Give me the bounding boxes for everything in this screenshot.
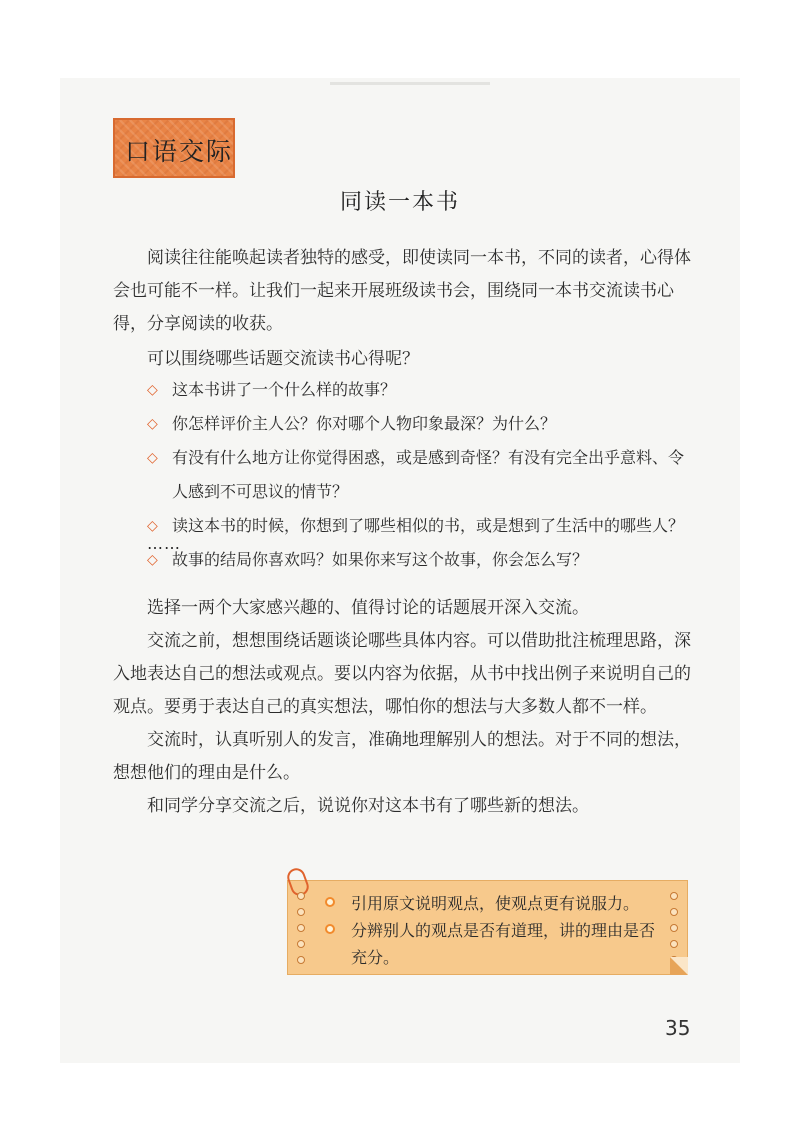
diamond-bullet-icon: ◇ — [147, 518, 158, 534]
card-holes-right — [670, 892, 678, 964]
ellipsis: …… — [147, 534, 181, 553]
tip-item — [325, 890, 665, 917]
card-holes-left — [297, 892, 305, 964]
hole-icon — [670, 940, 678, 948]
guidance-block — [113, 592, 693, 823]
topic-item — [147, 373, 687, 407]
intro-block — [113, 242, 693, 341]
topic-text: 有没有什么地方让你觉得困惑，或是感到奇怪？有没有完全出乎意料、令人感到不可思议的情节？ — [172, 448, 685, 501]
topic-item — [147, 407, 687, 441]
topic-item — [147, 441, 687, 509]
diamond-bullet-icon: ◇ — [147, 416, 158, 432]
topic-text: 你怎样评价主人公？你对哪个人物印象最深？为什么？ — [172, 414, 557, 433]
tip-text: 引用原文说明观点，使观点更有说服力。 — [351, 894, 640, 913]
tip-list — [325, 890, 665, 971]
guidance-paragraph: 交流之前，想想围绕话题谈论哪些具体内容。可以借助批注梳理思路，深入地表达自己的想法或观点。要以内容为依据，从书中找出例子来说明自己的观点。要勇于表达自己的真实想法，哪怕你的想法与大多数人都不一样。 — [113, 631, 691, 717]
hole-icon — [670, 892, 678, 900]
guidance-paragraph: 和同学分享交流之后，说说你对这本书有了哪些新的想法。 — [147, 796, 589, 816]
tip-card — [287, 880, 688, 975]
circle-bullet-icon — [325, 924, 335, 934]
guidance-paragraph: 选择一两个大家感兴趣的、值得讨论的话题展开深入交流。 — [147, 598, 589, 618]
section-label-text: 口语交际 — [125, 137, 234, 166]
tip-item — [325, 917, 665, 971]
topic-text: 这本书讲了一个什么样的故事？ — [172, 380, 397, 399]
top-rule — [330, 82, 490, 85]
diamond-bullet-icon: ◇ — [147, 450, 158, 466]
page-title: 同读一本书 — [339, 190, 460, 215]
hole-icon — [670, 908, 678, 916]
intro-paragraph: 阅读往往能唤起读者独特的感受，即使读同一本书，不同的读者，心得体会也可能不一样。让我们一起来开展班级读书会，围绕同一本书交流读书心得，分享阅读的收获。 — [113, 248, 691, 334]
diamond-bullet-icon: ◇ — [147, 552, 158, 568]
hole-icon — [670, 924, 678, 932]
guidance-paragraph: 交流时，认真听别人的发言，准确地理解别人的想法。对于不同的想法，想想他们的理由是什么。 — [113, 730, 691, 783]
topic-list — [147, 373, 687, 577]
hole-icon — [297, 956, 305, 964]
topic-item — [147, 509, 687, 543]
topic-text: 读这本书的时候，你想到了哪些相似的书，或是想到了生活中的哪些人？ — [172, 516, 685, 535]
circle-bullet-icon — [325, 897, 335, 907]
hole-icon — [297, 892, 305, 900]
section-label — [113, 118, 235, 178]
page-number: 35 — [665, 1016, 691, 1040]
hole-icon — [297, 908, 305, 916]
topic-item — [147, 543, 687, 577]
diamond-bullet-icon: ◇ — [147, 382, 158, 398]
hole-icon — [297, 924, 305, 932]
question-line: 可以围绕哪些话题交流读书心得呢？ — [147, 349, 419, 369]
hole-icon — [297, 940, 305, 948]
card-corner-fold — [670, 957, 688, 975]
tip-text: 分辨别人的观点是否有道理，讲的理由是否充分。 — [351, 921, 656, 967]
topic-text: 故事的结局你喜欢吗？如果你来写这个故事，你会怎么写？ — [172, 550, 589, 569]
